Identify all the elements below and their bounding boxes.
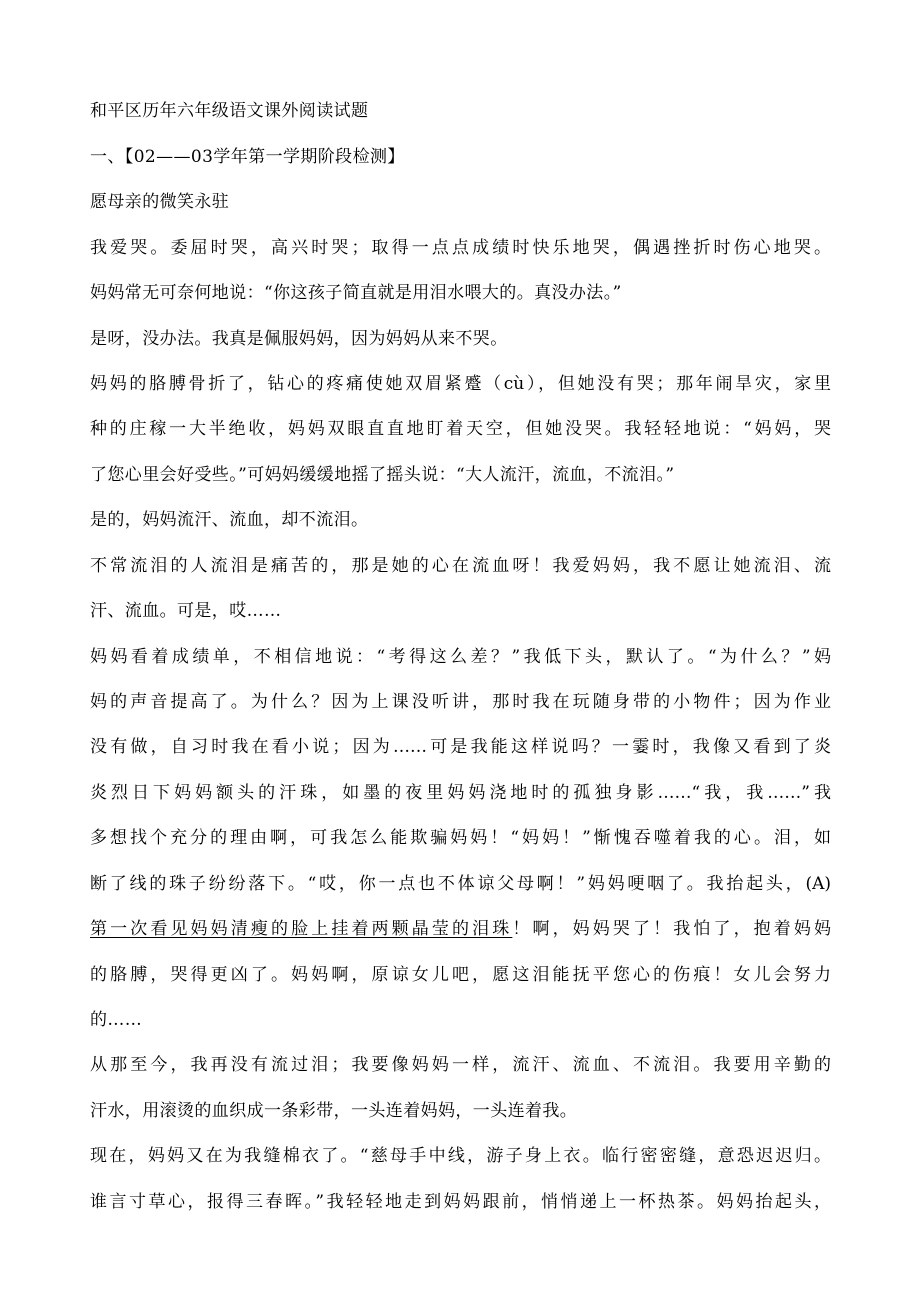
text-line: 妈的声音提高了。为什么？因为上课没听讲，那时我在玩随身带的小物件；因为作业 [90,692,831,712]
text-line: 不常流泪的人流泪是痛苦的，那是她的心在流血呀！我爱妈妈，我不愿让她流泪、流 [90,556,831,576]
text-line: 我爱哭。委屈时哭，高兴时哭；取得一点点成绩时快乐地哭，偶遇挫折时伤心地哭。 [90,238,831,258]
text-span: ！啊，妈妈哭了！我怕了，抱着妈妈 [512,919,832,939]
text-line: 是的，妈妈流汗、流血，却不流泪。 [90,510,369,530]
text-line: 谁言寸草心，报得三春晖。”我轻轻地走到妈妈跟前，悄悄递上一杯热茶。妈妈抬起头， [90,1192,831,1212]
underlined-sentence-a: 第一次看见妈妈清瘦的脸上挂着两颗晶莹的泪珠 [90,919,513,939]
text-line: 的胳膊，哭得更凶了。妈妈啊，原谅女儿吧，愿这泪能抚平您心的伤痕！女儿会努力 [90,965,831,985]
text-line: 种的庄稼一大半绝收，妈妈双眼直直地盯着天空，但她没哭。我轻轻地说：“妈妈，哭 [90,419,831,439]
text-line: 从那至今，我再没有流过泪；我要像妈妈一样，流汗、流血、不流泪。我要用辛勤的 [90,1055,831,1075]
text-line: 妈妈的胳膊骨折了，钻心的疼痛使她双眉紧蹙（cù），但她没有哭；那年闹旱灾，家里 [90,374,831,394]
text-line-with-underline [90,919,831,939]
text-line: 没有做，自习时我在看小说；因为……可是我能这样说吗？一霎时，我像又看到了炎 [90,737,831,757]
text-line: 妈妈常无可奈何地说：“你这孩子简直就是用泪水喂大的。真没办法。” [90,283,622,303]
text-line: 多想找个充分的理由啊，可我怎么能欺骗妈妈！“妈妈！”惭愧吞噬着我的心。泪，如 [90,828,831,848]
article-title: 愿母亲的微笑永驻 [90,192,230,212]
text-line: 汗、流血。可是，哎…… [90,601,282,621]
document-title: 和平区历年六年级语文课外阅读试题 [90,101,369,121]
text-line: 了您心里会好受些。”可妈妈缓缓地摇了摇头说：“大人流汗，流血，不流泪。” [90,465,675,485]
text-line: 现在，妈妈又在为我缝棉衣了。“慈母手中线，游子身上衣。临行密密缝，意恐迟迟归。 [90,1146,831,1166]
text-line: 的…… [90,1010,143,1030]
text-line: 汗水，用滚烫的血织成一条彩带，一头连着妈妈，一头连着我。 [90,1101,578,1121]
section-heading: 一、【02——03学年第一学期阶段检测】 [90,147,405,167]
text-line: 妈妈看着成绩单，不相信地说：“考得这么差？”我低下头，默认了。“为什么？”妈 [90,647,831,667]
text-line: 断了线的珠子纷纷落下。“哎，你一点也不体谅父母啊！”妈妈哽咽了。我抬起头，(A) [90,874,831,894]
text-line: 是呀，没办法。我真是佩服妈妈，因为妈妈从来不哭。 [90,329,508,349]
text-line: 炎烈日下妈妈额头的汗珠，如墨的夜里妈妈浇地时的孤独身影……“我，我……”我 [90,783,831,803]
